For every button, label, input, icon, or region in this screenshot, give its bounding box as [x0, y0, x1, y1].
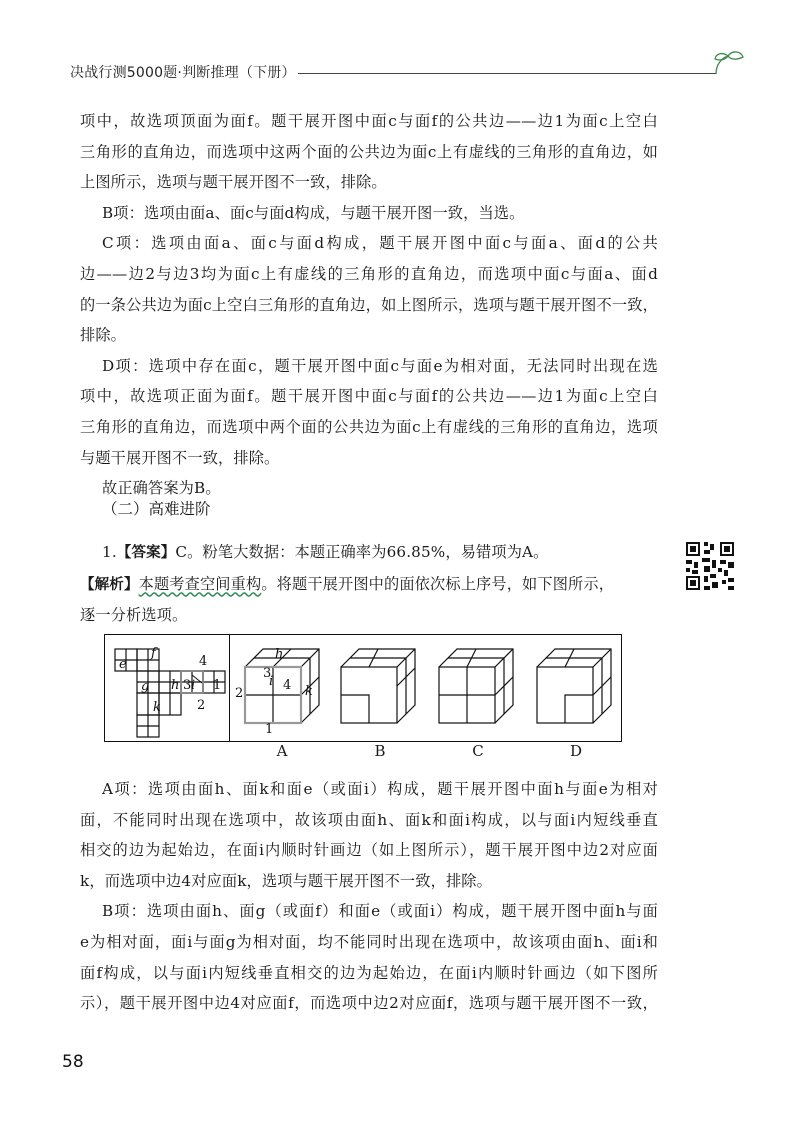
- figure-drawing: [105, 635, 621, 741]
- upper-text: [80, 106, 658, 504]
- option-label-d: D: [569, 742, 583, 760]
- cube-b: [341, 649, 415, 723]
- text-line: 项中，故选项正面为面f。题干展开图中面c与面f的公共边——边1为面c上空白: [80, 387, 658, 406]
- analysis-text: 。将题干展开图中的面依次标上序号，如下图所示，: [261, 574, 615, 593]
- net-label-h: h: [171, 678, 180, 693]
- cube-a-label-k: k: [305, 684, 313, 699]
- text-line: C项：选项由面a、面c与面d构成，题干展开图中面c与面a、面d的公共: [102, 234, 658, 253]
- header-rule: [298, 73, 716, 74]
- cube-a-label-1: 1: [265, 722, 274, 737]
- net-label-2: 2: [197, 698, 206, 713]
- net-label-4: 4: [199, 654, 208, 669]
- cube-net: [115, 649, 225, 737]
- text-line: 与题干展开图不一致，排除。: [80, 448, 280, 467]
- page-number: 58: [62, 1052, 84, 1072]
- text-line: 三角形的直角边，而选项中两个面的公共边为面c上有虚线的三角形的直角边，选项: [80, 417, 658, 436]
- text-line: 面f构成，以与面i内短线垂直相交的边为起始边，在面i内顺时针画边（如下图所: [80, 963, 658, 982]
- analysis-line: [80, 569, 658, 601]
- text-line: 的一条公共边为面c上空白三角形的直角边，如上图所示，选项与题干展开图不一致，: [80, 295, 658, 314]
- text-line: 排除。: [80, 326, 127, 345]
- question-number: 1.: [102, 543, 117, 561]
- text-line: 项中，故选项顶面为面f。题干展开图中面c与面f的公共边——边1为面c上空白: [80, 112, 658, 130]
- answer-text: C。粉笔大数据：本题正确率为66.85%，易错项为A。: [175, 543, 549, 561]
- text-line: 相交的边为起始边，在面i内顺时针画边（如上图所示），题干展开图中边2对应面: [80, 841, 658, 860]
- page-header: [70, 58, 740, 88]
- answer-block: [80, 537, 658, 631]
- cube-a-label-h: h: [275, 647, 284, 662]
- analysis-line-2: 逐一分析选项。: [80, 606, 188, 625]
- section-title: （二）高难进阶: [102, 500, 211, 518]
- net-label-i: i: [191, 678, 196, 693]
- option-label-b: B: [374, 742, 386, 760]
- answer-line: [102, 537, 658, 569]
- cube-a-label-2: 2: [235, 686, 244, 701]
- cube-d: [537, 649, 611, 723]
- text-line: B项：选项由面h、面g（或面f）和面e（或面i）构成，题干展开图中面h与面: [102, 902, 658, 921]
- text-line: D项：选项中存在面c，题干展开图中面c与面e为相对面，无法同时出现在选: [102, 356, 658, 375]
- text-line: 三角形的直角边，而选项中这两个面的公共边为面c上有虚线的三角形的直角边，如: [80, 142, 658, 161]
- answer-tag: 【答案】: [116, 545, 176, 561]
- net-label-k: k: [153, 700, 161, 715]
- option-label-c: C: [472, 742, 484, 760]
- text-line: 故正确答案为B。: [102, 479, 221, 498]
- net-label-e: e: [119, 657, 127, 672]
- leaf-icon: [710, 50, 746, 82]
- cube-c: [439, 649, 513, 723]
- cube-a-label-i: i: [269, 674, 274, 689]
- text-line: e为相对面，面i与面g为相对面，均不能同时出现在选项中，故该项由面h、面i和: [80, 932, 658, 951]
- text-line: 边——边2与边3均为面c上有虚线的三角形的直角边，而选项中面c与面a、面d: [80, 264, 658, 283]
- net-label-g: g: [141, 679, 150, 694]
- text-line: 上图所示，选项与题干展开图不一致，排除。: [80, 173, 387, 192]
- text-line: A项：选项由面h、面k和面e（或面i）构成，题干展开图中面h与面e为相对: [102, 780, 658, 798]
- net-label-1: 1: [213, 678, 222, 693]
- option-label-a: A: [276, 742, 288, 760]
- lower-text: [80, 774, 658, 1019]
- text-line: k，而选项中边4对应面k，选项与题干展开图不一致，排除。: [80, 871, 492, 890]
- analysis-highlight: 本题考查空间重构: [138, 574, 262, 593]
- qr-code-icon: [684, 540, 736, 592]
- text-line: 示），题干展开图中边4对应面f，而选项中边2对应面f，选项与题干展开图不一致，: [80, 994, 658, 1013]
- book-title: 决战行测5000题·判断推理（下册）: [70, 65, 296, 81]
- figure-divider: [229, 635, 230, 741]
- cube-a-label-3: 3: [263, 666, 272, 681]
- text-line: B项：选项由面a、面c与面d构成，与题干展开图一致，当选。: [102, 203, 525, 222]
- cube-a-label-4: 4: [283, 678, 292, 693]
- net-label-3: 3: [183, 678, 192, 693]
- text-line: 面，不能同时出现在选项中，故该项由面h、面k和面i构成，以与面i内短线垂直: [80, 810, 658, 829]
- analysis-tag: 【解析】: [80, 576, 139, 593]
- net-label-f: f: [151, 646, 156, 661]
- cube-figure: [104, 634, 622, 742]
